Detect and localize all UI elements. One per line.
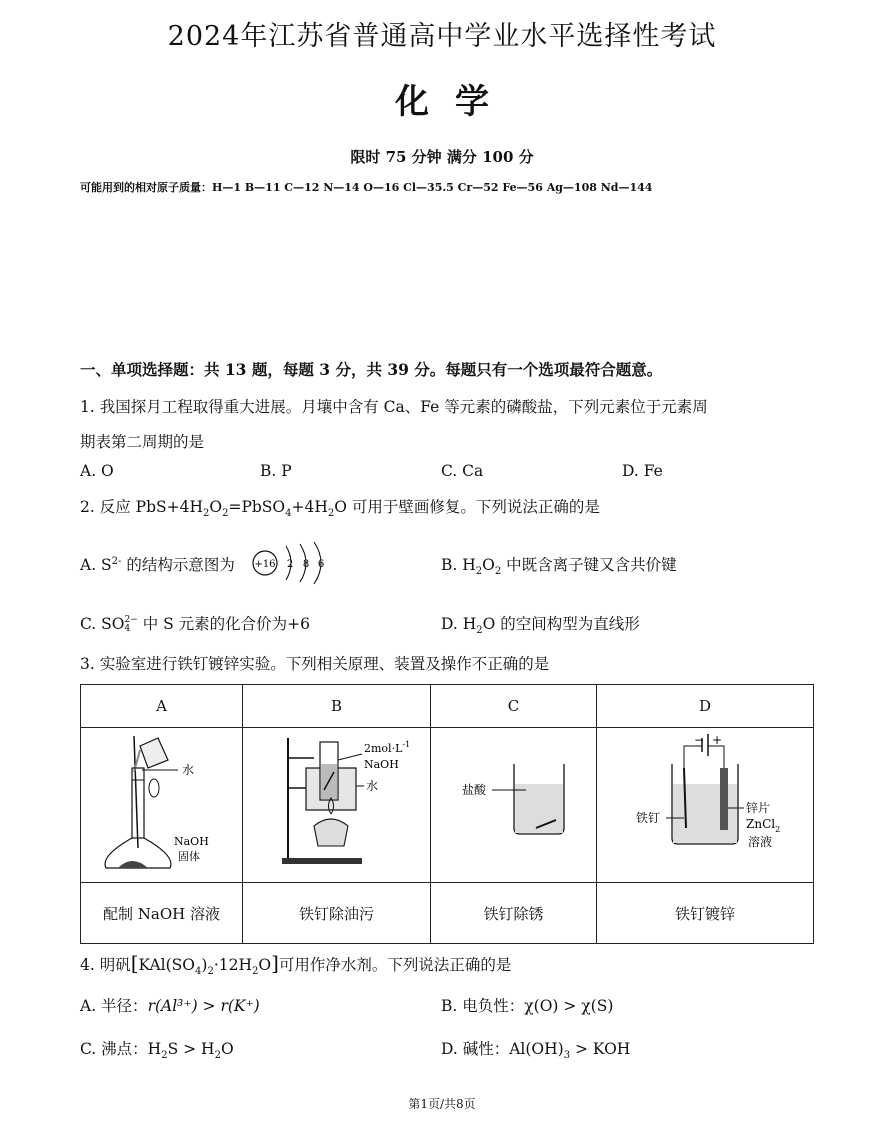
q4-formula-pre: KAl(SO xyxy=(138,956,196,974)
exam-title: 2024年江苏省普通高中学业水平选择性考试 xyxy=(167,21,717,52)
apparatus-b xyxy=(243,728,431,883)
q2-optC-post: 中 S 元素的化合价为+6 xyxy=(137,615,311,633)
caption-d: 铁钉镀锌 xyxy=(597,883,814,944)
q1-option-b: B. P xyxy=(260,462,292,480)
q2-option-b: B. $H_2O_2$ 中既含离子键又含共价键 xyxy=(441,556,677,578)
acid-beaker-diagram xyxy=(432,728,596,878)
q2-stem-mid2: +4H xyxy=(291,498,328,516)
wire-right xyxy=(708,746,724,768)
header-b: B xyxy=(243,685,431,728)
label-acid: 盐酸 xyxy=(461,783,486,797)
label-water-a: 水 xyxy=(181,763,194,777)
q2-stem-post: O 可用于壁画修复。下列说法正确的是 xyxy=(334,498,600,516)
sulfur-ion-diagram xyxy=(252,541,332,587)
q1-option-d: D. Fe xyxy=(622,462,663,480)
q4-optB-text: B. 电负性： xyxy=(441,997,525,1015)
experiment-table xyxy=(80,684,814,944)
label-conc-b-text: 2mol·L xyxy=(363,742,402,755)
zinc-plate xyxy=(720,768,728,830)
q2-optC-sup: 2− xyxy=(124,615,138,625)
q2-optB-post: 中既含离子键又含共价键 xyxy=(501,556,677,574)
subject-title: 化学 xyxy=(395,82,515,122)
q4-optD-text: D. 碱性： xyxy=(441,1040,510,1058)
caption-c: 铁钉除锈 xyxy=(431,883,597,944)
stopper xyxy=(149,779,159,797)
label-minus: − xyxy=(693,733,704,747)
header-a: A xyxy=(81,685,243,728)
label-naoh-a: NaOH xyxy=(173,835,209,848)
q4-optD-pre: Al(OH) xyxy=(509,1040,564,1058)
q3-stem: 3. 实验室进行铁钉镀锌实验。下列相关原理、装置及操作不正确的是 xyxy=(80,655,550,673)
q4-optC-end: O xyxy=(220,1040,234,1058)
conc-leader xyxy=(338,754,362,760)
q1-option-a: A. O xyxy=(80,462,114,480)
caption-a: 配制 NaOH 溶液 xyxy=(81,883,243,944)
q4-optB-expr: χ(O) > χ(S) xyxy=(524,997,614,1015)
q2-optA-sup: 2- xyxy=(111,555,122,567)
stand-base xyxy=(282,858,362,864)
label-plus: + xyxy=(711,733,722,747)
q4-stem-post: 可用作净水剂。下列说法正确的是 xyxy=(278,956,512,974)
label-zncl2-text: ZnCl xyxy=(745,817,775,831)
q4-option-a xyxy=(80,994,260,1016)
q4-stem-pre: 4. 明矾 xyxy=(80,956,131,974)
pouring-beaker xyxy=(140,738,168,768)
q2-optA-pre: A. S xyxy=(80,556,112,574)
q4-formula-end: O xyxy=(258,956,272,974)
q2-option-d: D. $H_2O$ 的空间构型为直线形 xyxy=(441,615,640,637)
q2-optD-post: O 的空间构型为直线形 xyxy=(482,615,640,633)
q2-option-c xyxy=(80,612,310,634)
wire-left xyxy=(684,746,702,768)
section-heading: 一、单项选择题：共 13 题，每题 3 分，共 39 分。每题只有一个选项最符合题意。 xyxy=(80,360,663,379)
apparatus-d xyxy=(597,728,814,883)
q2-optB-pre: B. H xyxy=(441,556,476,574)
q4-optC-mid: S > H xyxy=(167,1040,215,1058)
q4-optC-h2s: H xyxy=(147,1040,162,1058)
q2-stem-pre: 2. 反应 PbS+4H xyxy=(80,498,203,516)
q2-optC-pre: C. SO xyxy=(80,615,125,633)
q1-stem-line2: 期表第二周期的是 xyxy=(80,433,205,451)
q4-optA-expr: r(Al³⁺) > r(K⁺) xyxy=(147,997,260,1015)
label-conc-b-sup: -1 xyxy=(401,740,410,749)
time-score: 限时 75 分钟 满分 100 分 xyxy=(350,148,534,166)
nucleus-label: +16 xyxy=(254,559,276,570)
header-c: C xyxy=(431,685,597,728)
q1-option-c: C. Ca xyxy=(441,462,484,480)
atomic-masses: 可能用到的相对原子质量：H—1 B—11 C—12 N—14 O—16 Cl—35.5 Cr—52 Fe—56 Ag—108 Nd—144 xyxy=(80,181,653,194)
q4-stem: 4. 明矾$[KAl(SO_4)_2\cdot 12H_2O]$可用作净水剂。下列说法正确的是 xyxy=(80,951,512,978)
label-conc-b xyxy=(364,740,410,755)
label-solid-a: 固体 xyxy=(177,850,200,863)
label-zncl2: ZnCl$_2$ xyxy=(745,817,780,834)
q4-option-b xyxy=(441,994,613,1016)
apparatus-a xyxy=(81,728,243,883)
label-zinc: 锌片 xyxy=(745,801,770,815)
label-solution-d: 溶液 xyxy=(747,835,772,849)
page-number: 第1页/共8页 xyxy=(408,1097,476,1111)
q2-optD-pre: D. H xyxy=(441,615,477,633)
q2-optA-post: 的结构示意图为 xyxy=(121,556,235,574)
volumetric-flask-diagram xyxy=(82,728,242,878)
shell-count-2: 8 xyxy=(302,559,310,570)
q1-stem-line1: 1. 我国探月工程取得重大进展。月壤中含有 Ca、Fe 等元素的磷酸盐，下列元素位于元素周 xyxy=(80,398,708,416)
shell-count-3: 6 xyxy=(317,559,325,570)
q2-stem: 2. 反应 $PbS+4H_2O_2=PbSO_4+4H_2O$ 可用于壁画修复。下列说法正确的是 xyxy=(80,498,600,520)
label-nail-d: 铁钉 xyxy=(635,811,660,825)
caption-b: 铁钉除油污 xyxy=(243,883,431,944)
q4-formula-post: ·12H xyxy=(213,956,252,974)
label-water-b: 水 xyxy=(365,779,378,793)
q4-option-c: C. 沸点：$H_2S > H_2O$ xyxy=(80,1040,234,1062)
q4-optD-post: > KOH xyxy=(570,1040,631,1058)
hydrochloric-acid xyxy=(515,784,563,833)
q2-optC-sub: 4 xyxy=(124,624,131,634)
glass-rod xyxy=(134,736,138,848)
naoh-solid xyxy=(118,861,148,868)
q4-optC-text: C. 沸点： xyxy=(80,1040,148,1058)
water-bath-diagram xyxy=(244,728,430,878)
q4-optA-text: A. 半径： xyxy=(80,997,148,1015)
q4-option-d: D. 碱性：$Al(OH)_3$ > KOH xyxy=(441,1040,631,1062)
alcohol-lamp xyxy=(314,819,348,846)
shell-count-1: 2 xyxy=(286,559,294,570)
q2-stem-mid1: =PbSO xyxy=(228,498,286,516)
electroplating-diagram xyxy=(598,728,813,878)
apparatus-c xyxy=(431,728,597,883)
header-d: D xyxy=(597,685,814,728)
label-naoh-b: NaOH xyxy=(363,758,399,771)
q2-option-a xyxy=(80,553,235,575)
